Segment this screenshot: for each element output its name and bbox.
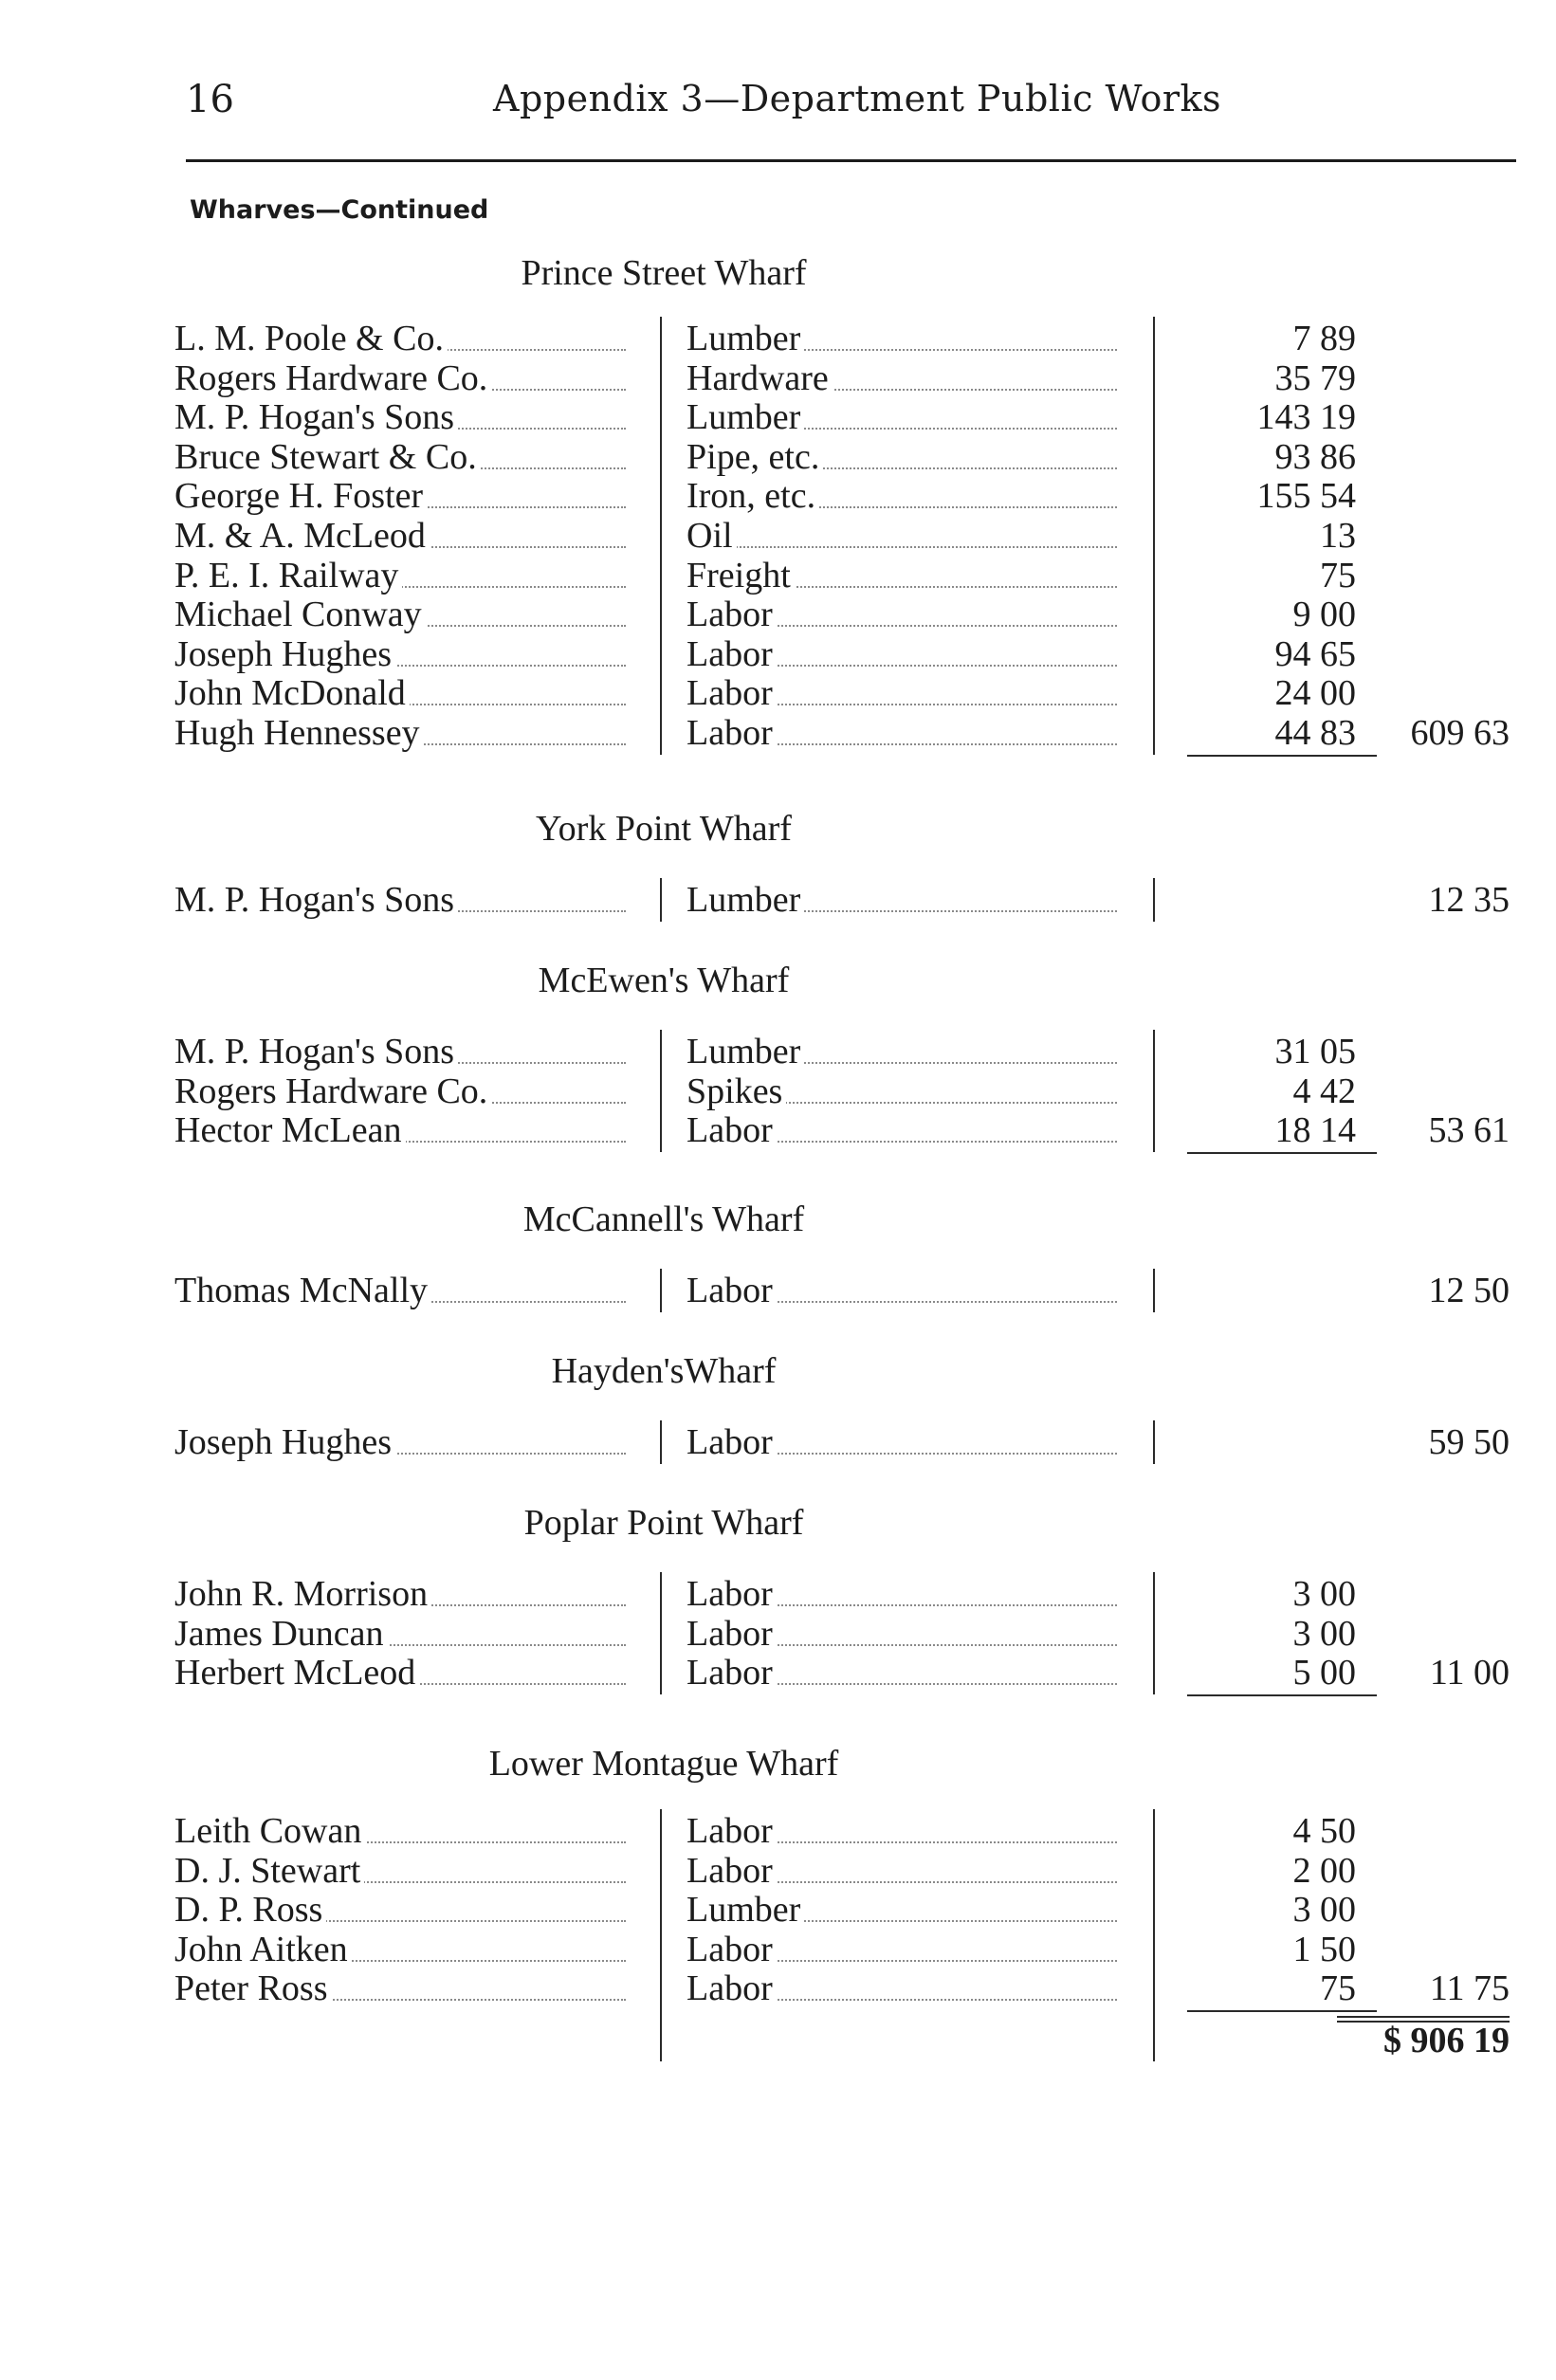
payee-name [174,358,632,398]
column-rule [660,878,662,922]
payee-name [174,1968,632,2008]
payee-name [174,634,632,674]
amount: 4 42 [1292,1071,1356,1111]
section-total: 59 50 [1428,1422,1510,1462]
section-total: 53 61 [1428,1110,1510,1151]
column-rule [1153,1572,1155,1694]
payee-name-text: M. P. Hogan's Sons [174,1032,458,1071]
ledger-row [0,476,1556,516]
amount: 31 05 [1274,1032,1356,1071]
item-description-text: Labor [686,1930,777,1969]
payee-name-text: Rogers Hardware Co. [174,358,491,398]
payee-name [174,1110,632,1150]
payee-name-text: Peter Ross [174,1968,332,2008]
item-description-text: Lumber [686,1890,804,1930]
payee-name-text: Hector McLean [174,1110,406,1150]
payee-name-text: John McDonald [174,673,410,713]
ledger-row [0,1071,1556,1111]
item-description [686,1968,1123,2008]
amount: 143 19 [1256,397,1356,438]
item-description-text: Labor [686,634,777,674]
payee-name-text: M. P. Hogan's Sons [174,397,458,437]
item-description-text: Labor [686,673,777,713]
payee-name [174,476,632,516]
payee-name-text: Joseph Hughes [174,634,395,674]
item-description-text: Lumber [686,880,804,920]
column-rule [660,317,662,755]
payee-name-text: M. & A. McLeod [174,516,430,556]
amount: 1 50 [1292,1929,1356,1969]
payee-name-text: M. P. Hogan's Sons [174,880,458,920]
payee-name [174,1071,632,1111]
item-description [686,1110,1123,1150]
item-description-text: Labor [686,1574,777,1614]
payee-name [174,437,632,477]
payee-name [174,673,632,713]
item-description-text: Lumber [686,397,804,437]
item-description-text: Spikes [686,1071,786,1111]
item-description [686,1071,1123,1111]
ledger-row [0,1811,1556,1851]
payee-name-text: Rogers Hardware Co. [174,1071,491,1111]
amount: 5 00 [1292,1653,1356,1693]
payee-name-text: D. P. Ross [174,1890,326,1930]
column-rule [1153,1420,1155,1464]
amount: 9 00 [1292,595,1356,635]
item-description [686,1422,1123,1462]
amount: 4 50 [1292,1811,1356,1851]
column-rule [1153,2008,1155,2061]
item-description-text: Pipe, etc. [686,437,823,477]
column-rule [660,1809,662,2010]
ledger-row [0,358,1556,398]
amount: 2 00 [1292,1850,1356,1891]
item-description-text: Labor [686,1968,777,2008]
payee-name [174,1032,632,1071]
item-description [686,516,1123,556]
payee-name-text: D. J. Stewart [174,1851,364,1891]
ledger-row [0,713,1556,753]
payee-name [174,1811,632,1851]
payee-name [174,1574,632,1614]
item-description-text: Labor [686,713,777,753]
payee-name [174,1930,632,1969]
payee-name [174,516,632,556]
payee-name [174,1851,632,1891]
ledger-row [0,397,1556,437]
item-description-text: Hardware [686,358,833,398]
payee-name [174,1614,632,1654]
page-title: Appendix 3—Department Public Works [493,78,1222,119]
item-description [686,1032,1123,1071]
item-description-text: Labor [686,1271,777,1310]
item-description [686,358,1123,398]
item-description-text: Labor [686,595,777,634]
item-description [686,1811,1123,1851]
payee-name-text: John R. Morrison [174,1574,431,1614]
column-rule [1153,1809,1155,2010]
payee-name [174,319,632,358]
section-total: 11 75 [1429,1968,1510,2009]
payee-name-text: Joseph Hughes [174,1422,395,1462]
item-description [686,476,1123,516]
payee-name [174,1271,632,1310]
amount: 18 14 [1274,1110,1356,1151]
ledger-row [0,1032,1556,1071]
payee-name-text: John Aitken [174,1930,352,1969]
item-description-text: Lumber [686,1032,804,1071]
item-description [686,595,1123,634]
payee-name-text: George H. Foster [174,476,427,516]
item-description-text: Labor [686,1422,777,1462]
ledger-row [0,437,1556,477]
ledger-row [0,556,1556,595]
amount: 3 00 [1292,1574,1356,1614]
amount: 3 00 [1292,1613,1356,1654]
ledger-row [0,1653,1556,1693]
section-title: Poplar Point Wharf [523,1503,804,1543]
payee-name-text: P. E. I. Railway [174,556,402,595]
section-title: Prince Street Wharf [521,253,807,293]
item-description-text: Labor [686,1851,777,1891]
payee-name [174,1890,632,1930]
ledger-row [0,516,1556,556]
section-total: 11 00 [1429,1653,1510,1693]
section-title: McEwen's Wharf [538,961,790,1000]
item-description [686,319,1123,358]
item-description [686,1851,1123,1891]
ledger-row [0,1422,1556,1462]
item-description-text: Labor [686,1614,777,1654]
payee-name [174,1653,632,1693]
amount: 155 54 [1256,476,1356,517]
ledger-row [0,1110,1556,1150]
item-description-text: Lumber [686,319,804,358]
subtotal-rule [1187,2010,1377,2012]
item-description [686,1930,1123,1969]
page-number: 16 [186,78,234,121]
payee-name-text: Leith Cowan [174,1811,365,1851]
column-rule [660,1420,662,1464]
column-rule [660,1030,662,1152]
section-total: 12 35 [1428,880,1510,920]
section-total: 12 50 [1428,1271,1510,1310]
amount: 24 00 [1274,673,1356,714]
ledger-row [0,1271,1556,1310]
amount: 44 83 [1274,713,1356,753]
item-description [686,437,1123,477]
item-description-text: Labor [686,1811,777,1851]
ledger-row [0,319,1556,358]
column-rule [1153,1269,1155,1312]
ledger-row [0,880,1556,920]
ledger-row [0,1968,1556,2008]
subtotal-rule [1187,755,1377,757]
payee-name-text: L. M. Poole & Co. [174,319,448,358]
section-title: York Point Wharf [536,809,792,849]
header-rule [186,159,1516,162]
amount: 75 [1320,555,1356,595]
item-description [686,397,1123,437]
ledger-row [0,1614,1556,1654]
payee-name [174,397,632,437]
ledger-row [0,1851,1556,1891]
payee-name [174,880,632,920]
grand-total: $ 906 19 [1383,2021,1510,2060]
item-description-text: Oil [686,516,737,556]
continued-heading: Wharves—Continued [190,195,489,225]
ledger-row [0,634,1556,674]
section-title: Lower Montague Wharf [488,1744,839,1784]
item-description-text: Labor [686,1110,777,1150]
payee-name [174,595,632,634]
amount: 35 79 [1274,357,1356,398]
item-description-text: Labor [686,1653,777,1693]
item-description [686,556,1123,595]
item-description [686,1271,1123,1310]
ledger-row [0,595,1556,634]
amount: 94 65 [1274,633,1356,674]
column-rule [660,1572,662,1694]
item-description [686,1574,1123,1614]
payee-name [174,556,632,595]
subtotal-rule [1187,1152,1377,1154]
item-description [686,673,1123,713]
section-title: Hayden'sWharf [551,1351,777,1391]
item-description-text: Iron, etc. [686,476,819,516]
section-total: 609 63 [1410,713,1510,753]
column-rule [1153,1030,1155,1152]
column-rule [660,1269,662,1312]
item-description [686,880,1123,920]
payee-name [174,1422,632,1462]
column-rule [1153,317,1155,755]
amount: 7 89 [1292,319,1356,358]
amount: 13 [1320,516,1356,556]
payee-name-text: James Duncan [174,1614,388,1654]
ledger-row [0,1574,1556,1614]
payee-name-text: Hugh Hennessey [174,713,424,753]
payee-name-text: Herbert McLeod [174,1653,419,1693]
ledger-row [0,673,1556,713]
item-description-text: Freight [686,556,795,595]
item-description [686,1653,1123,1693]
item-description [686,1890,1123,1930]
payee-name-text: Thomas McNally [174,1271,431,1310]
section-title: McCannell's Wharf [522,1199,805,1239]
item-description [686,634,1123,674]
item-description [686,713,1123,753]
item-description [686,1614,1123,1654]
amount: 3 00 [1292,1890,1356,1931]
column-rule [660,2008,662,2061]
ledger-row [0,1890,1556,1930]
amount: 93 86 [1274,436,1356,477]
payee-name-text: Bruce Stewart & Co. [174,437,481,477]
column-rule [1153,878,1155,922]
amount: 75 [1320,1968,1356,2009]
subtotal-rule [1187,1694,1377,1696]
payee-name-text: Michael Conway [174,595,426,634]
ledger-row [0,1930,1556,1969]
payee-name [174,713,632,753]
